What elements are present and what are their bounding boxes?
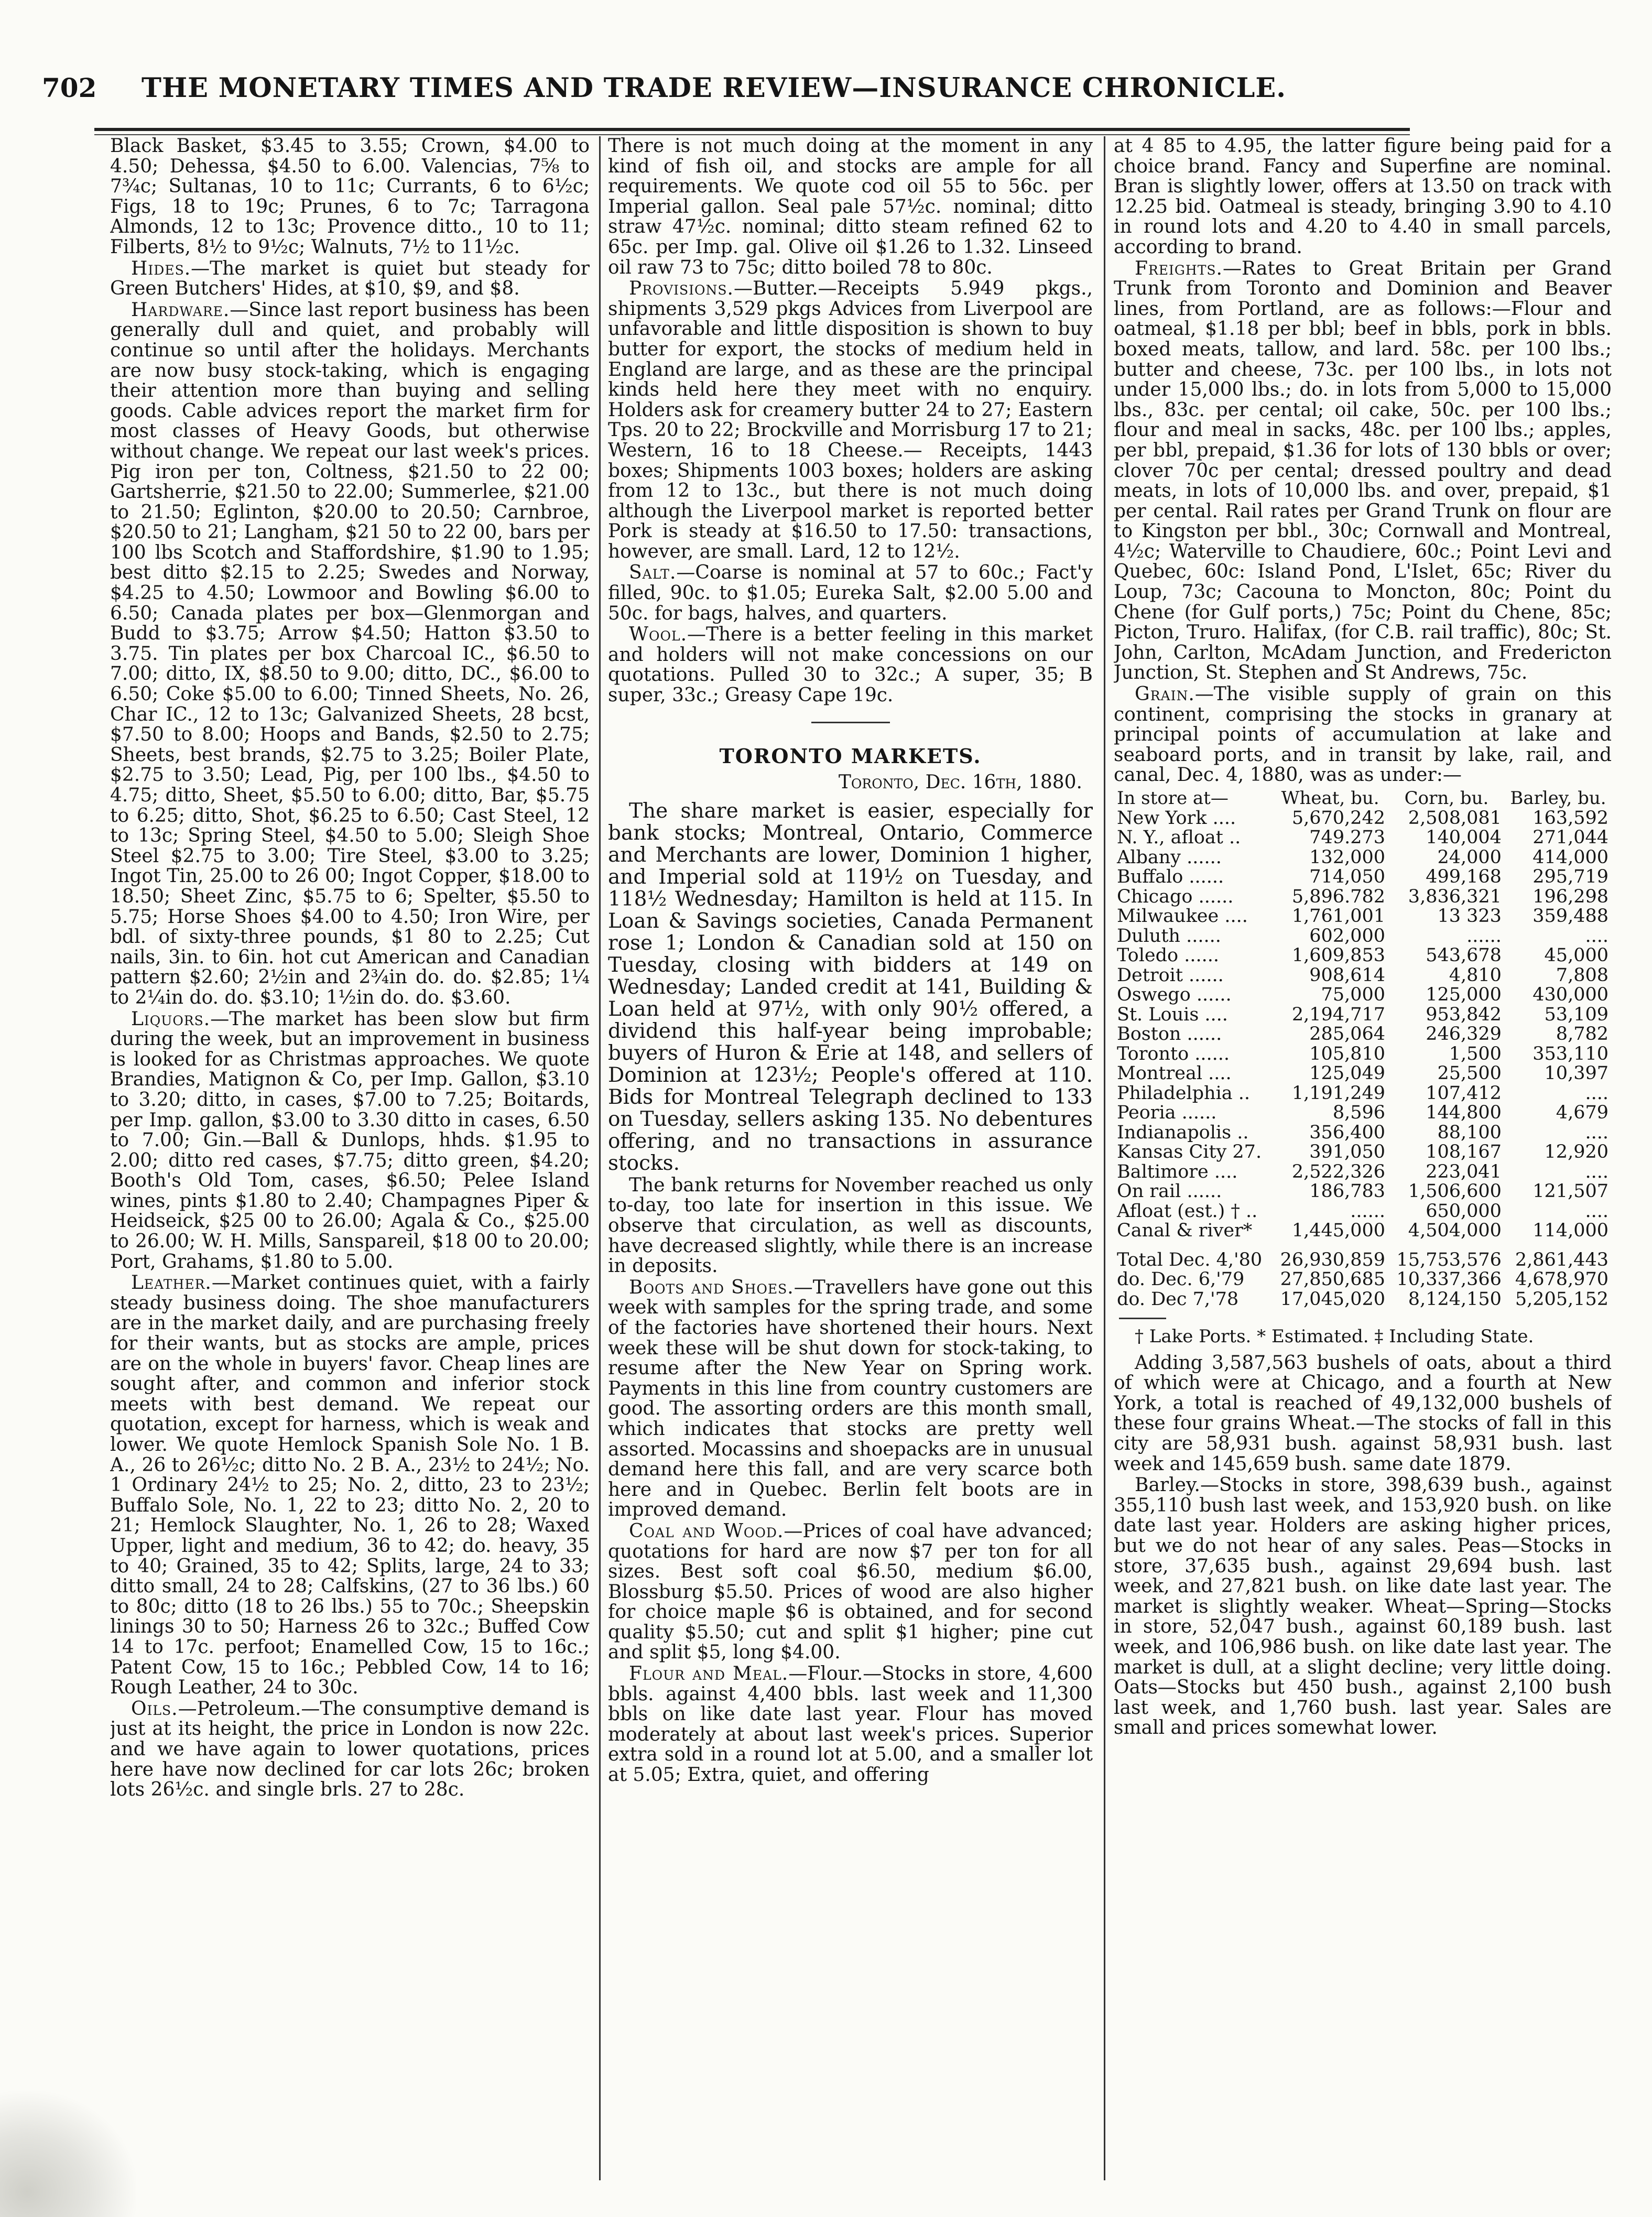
grain-table-row	[1114, 1202, 1612, 1222]
wool-heading: Wool.	[629, 624, 688, 646]
barley-value: 121,507	[1533, 1181, 1608, 1202]
grain-table-row	[1114, 966, 1612, 986]
grain-table-row	[1114, 1064, 1612, 1084]
grain-location: Indianapolis ..	[1117, 1122, 1249, 1143]
barley-value: 4,679	[1556, 1102, 1608, 1123]
grain-total-row	[1114, 1251, 1612, 1270]
grain-location: Boston ......	[1117, 1024, 1222, 1045]
grain-table-row	[1114, 867, 1612, 887]
wheat-value: 26,930,859	[1280, 1249, 1386, 1270]
barley-value: 10,397	[1544, 1063, 1608, 1084]
grain-location: Buffalo ......	[1117, 866, 1224, 887]
wheat-value: 17,045,020	[1280, 1288, 1386, 1310]
footnote: † Lake Ports. * Estimated. ‡ Including State.	[1135, 1326, 1534, 1347]
grain-heading: Grain.	[1135, 683, 1195, 705]
barley-value: 430,000	[1533, 984, 1608, 1005]
fish-oil-paragraph: There is not much doing at the moment in any kind of fish oil, and stocks are ample for all requirements. We quote cod oil 55 to 56c. per Imperial gallon. Seal pale 57½c. nominal; ditto straw 47½c. nominal; ditto steam refined 62 to 65c. per Imp. gal. Olive oil $1.26 to 1.32. Linseed oil raw 73 to 75c; ditto boiled 78 to 80c.	[608, 136, 1093, 278]
hardware-text: —Since last report business has been generally dull and quiet, and probably will continue so until after the holidays. Merchants are now busy stock-taking, which is engaging their attention more than buying and selling goods. Cable advices report the market firm for most classes of Heavy Goods, but otherwise without change. We repeat our last week's prices. Pig iron per ton, Coltness, $21.50 to 22 00; Gartsherrie, $21.50 to 22.00; Summerlee, $21.00 to 21.50; Eglinton, $20.00 to 20.50; Carnbroe, $20.50 to 21; Langham, $21 50 to 22 00, bars per 100 lbs Scotch and Staffordshire, $1.90 to 1.95; best ditto $2.15 to 2.25; Swedes and Norway, $4.25 to 4.50; Lowmoor and Bowling $6.00 to 6.50; Canada plates per box—Glenmorgan and Budd to $3.75; Arrow $4.50; Hatton $3.50 to 3.75. Tin plates per box Charcoal IC., $6.50 to 7.00; ditto, IX, $8.50 to 9.00; ditto, DC., $6.00 to 6.50; Coke $5.00 to 6.00; Tinned Sheets, No. 26, Char IC., 12 to 13c; Galvanized Sheets, 28 bcst, $7.50 to 8.00; Hoops and Bands, $2.50 to 2.75; Sheets, best brands, $2.75 to 3.25; Boiler Plate, $2.75 to 3.50; Lead, Pig, per 100 lbs., $4.50 to 4.75; ditto, Sheet, $5.50 to 6.00; ditto, Bar, $5.75 to 6.25; ditto, Shot, $6.25 to 6.50; Cast Steel, 12 to 13c; Spring Steel, $4.50 to 5.00; Sleigh Shoe Steel $2.75 to 3.00; Tire Steel, $3.00 to 3.25; Ingot Tin, 25.00 to 26 00; Ingot Copper, $18.00 to 18.50; Sheet Zinc, $5.75 to 6; Spelter, $5.50 to 5.75; Horse Shoes $4.00 to 4.50; Iron Wire, per bdl. of sixty-three pounds, $1 80 to 2.25; Cut nails, 3in. to 6in. hot cut American and Canadian pattern $2.60; 2½in and 2¾in do. do. $2.85; 1¼ to 2¼in do. do. $3.10; 1½in do. do. $3.60.	[110, 299, 590, 1008]
corn-value: 1,500	[1449, 1043, 1502, 1064]
grain-location: Albany ......	[1117, 846, 1222, 868]
grain-table-row	[1114, 985, 1612, 1005]
barley-value: ....	[1585, 925, 1608, 947]
barley-value: 359,488	[1533, 906, 1608, 927]
grain-paragraph	[1114, 684, 1612, 786]
corn-value: 15,753,576	[1396, 1249, 1502, 1270]
liquors-paragraph	[110, 1009, 590, 1273]
grain-location: Chicago ......	[1117, 886, 1234, 907]
wheat-value: 714,050	[1309, 866, 1386, 887]
flour-paragraph	[608, 1664, 1093, 1786]
barley-value: 12,920	[1544, 1142, 1608, 1162]
grain-location: Milwaukee ....	[1117, 906, 1248, 927]
freights-paragraph	[1114, 259, 1612, 683]
grain-table-row	[1114, 907, 1612, 927]
corn-value: 543,678	[1426, 945, 1502, 966]
wheat-value: 5,896.782	[1291, 886, 1386, 907]
grain-location: Philadelphia ..	[1117, 1082, 1251, 1104]
corn-value: 88,100	[1437, 1122, 1502, 1143]
grain-table-row	[1114, 828, 1612, 848]
corn-value: 8,124,150	[1408, 1288, 1502, 1310]
wheat-value: 602,000	[1309, 925, 1386, 947]
corn-value: 24,000	[1437, 846, 1502, 868]
hides-text: —The market is quiet but steady for Green Butchers' Hides, at $10, $9, and $8.	[110, 257, 590, 300]
wheat-value: 8,596	[1332, 1102, 1386, 1123]
coal-heading: Coal and Wood.	[629, 1520, 784, 1542]
wheat-value: 5,670,242	[1291, 807, 1386, 829]
corn-value: 4,810	[1449, 964, 1502, 986]
hides-paragraph	[110, 259, 590, 299]
hardware-paragraph	[110, 300, 590, 1008]
grain-location: Toledo ......	[1117, 945, 1219, 966]
grain-location: Oswego ......	[1117, 984, 1232, 1005]
grain-location: Duluth ......	[1117, 925, 1221, 947]
oils-heading: Oils.	[131, 1698, 178, 1720]
barley-paragraph: Barley.—Stocks in store, 398,639 bush., against 355,110 bush last week, and 153,920 bush. on like date last year. Holders are asking higher prices, but we do not hear of any sales. Peas—Stocks in store, 37,635 bush., against 29,694 bush. last week, and 27,821 bush. on like date last year. The market is slightly weaker. Wheat—Spring—Stocks in store, 52,047 bush., against 60,189 bush. last week, and 106,986 bush. on like date last year. The market is dull, at a slight decline; very little doing. Oats—Stocks but 450 bush., against 2,100 bush last week, and 1,760 bush. last year. Sales are small and prices somewhat lower.	[1114, 1474, 1612, 1739]
grain-table-row	[1114, 809, 1612, 829]
wheat-value: 908,614	[1309, 964, 1386, 986]
grain-location: Kansas City 27.	[1117, 1142, 1262, 1162]
corn-value: 108,167	[1426, 1142, 1502, 1162]
grain-location: St. Louis ....	[1117, 1004, 1228, 1025]
section-rule	[811, 722, 890, 723]
grain-table-row	[1114, 946, 1612, 966]
coal-paragraph	[608, 1522, 1093, 1663]
grain-table-row	[1114, 1221, 1612, 1241]
grain-location: Afloat (est.) † ..	[1117, 1200, 1258, 1222]
page-smudge	[0, 2091, 136, 2217]
liquors-heading: Liquors.	[131, 1008, 211, 1030]
wheat-value: 2,522,326	[1291, 1161, 1386, 1182]
barley-value: 5,205,152	[1515, 1288, 1608, 1310]
provisions-heading: Provisions.	[629, 278, 734, 300]
corn-value: 144,800	[1426, 1102, 1502, 1123]
corn-value: 246,329	[1426, 1024, 1502, 1045]
grain-table-row	[1114, 1103, 1612, 1123]
grain-location: Montreal ....	[1117, 1063, 1232, 1084]
grain-table-spacer	[1114, 1241, 1612, 1251]
wheat-value: 2,194,717	[1291, 1004, 1386, 1025]
grain-table-row	[1114, 927, 1612, 947]
wheat-value: 132,000	[1309, 846, 1386, 868]
corn-value: 140,004	[1426, 827, 1502, 848]
salt-heading: Salt.	[629, 562, 677, 584]
barley-value: 295,719	[1533, 866, 1608, 887]
boots-heading: Boots and Shoes.	[629, 1276, 794, 1298]
barley-value: 7,808	[1556, 964, 1608, 986]
barley-value: ....	[1585, 1200, 1608, 1222]
wheat-value: ......	[1350, 1200, 1386, 1222]
grain-table	[1114, 789, 1612, 1309]
grain-table-row	[1114, 1045, 1612, 1064]
corn-value: 223,041	[1426, 1161, 1502, 1182]
page-title: THE MONETARY TIMES AND TRADE REVIEW—INSURANCE CHRONICLE.	[142, 72, 1287, 104]
barley-value: 2,861,443	[1515, 1249, 1608, 1270]
hides-heading: Hides.	[131, 257, 191, 279]
flour-heading: Flour and Meal.	[629, 1663, 789, 1685]
grain-location: On rail ......	[1117, 1181, 1222, 1202]
grain-location: Baltimore ....	[1117, 1161, 1238, 1182]
hardware-heading: Hardware.	[131, 299, 230, 321]
oats-paragraph: Adding 3,587,563 bushels of oats, about a third of which were at Chicago, and a fourth at New York, a total is reached of 49,132,000 bushels of these four grains Wheat.—The stocks of fall in this city are 58,931 bush. against 58,931 bush. last week and 145,659 bush. same date 1879.	[1114, 1352, 1612, 1475]
leather-heading: Leather.	[131, 1272, 212, 1294]
boots-paragraph	[608, 1278, 1093, 1520]
corn-value: 10,337,366	[1396, 1269, 1502, 1290]
grain-table-row	[1114, 1143, 1612, 1162]
wheat-value: 356,400	[1309, 1122, 1386, 1143]
barley-value: 45,000	[1544, 945, 1608, 966]
header-corn: Corn, bu.	[1404, 788, 1489, 809]
header-rule-thin	[94, 134, 1410, 135]
page-header	[42, 63, 1384, 115]
wheat-value: 1,609,853	[1291, 945, 1386, 966]
corn-value: 2,508,081	[1408, 807, 1502, 829]
oils-text: —Petroleum.—The consumptive demand is just at its height, the price in London is now 22c. and we have again to lower quotations, prices here have now declined for car lots 26c; broken lots 26½c. and single brls. 27 to 28c.	[110, 1698, 590, 1801]
corn-value: 125,000	[1426, 984, 1502, 1005]
barley-value: 271,044	[1533, 827, 1608, 848]
footnote-rule	[1119, 1318, 1166, 1319]
dateline: Toronto, Dec. 16th, 1880.	[838, 771, 1082, 794]
freights-heading: Freights.	[1135, 257, 1223, 279]
column-divider	[1104, 136, 1105, 2180]
column-divider	[599, 136, 601, 2180]
grain-text: —The visible supply of grain on this continent, comprising the stocks in granary at principal points of accumulation at lake and seaboard ports, and in transit by lake, rail, and canal, Dec. 4, 1880, was as under:—	[1114, 683, 1612, 786]
coal-text: —Prices of coal have advanced; quotations for hard are now $7 per ton for all sizes. Best soft coal $6.50, medium $6.00, Blossburg $5.50. Prices of wood are also higher for choice maple $6 is obtained, and for second quality $5.50; cut and split $1 higher; pine cut and split $5, long $4.00.	[608, 1520, 1093, 1664]
corn-value: 650,000	[1426, 1200, 1502, 1222]
leather-paragraph	[110, 1273, 590, 1698]
header-rule	[94, 128, 1410, 131]
barley-value: ....	[1585, 1122, 1608, 1143]
boots-text: —Travellers have gone out this week with samples for the spring trade, and some of the factories have shortened their hours. Next week these will be shut down for stock-taking, to resume after the New Year on Spring work. Payments in this line from country customers are good. The assorting orders are this month small, which indicates that stocks are pretty well assorted. Mocassins and shoepacks are in unusual demand here this fall, and are very scarce both here and in Quebec. Berlin felt boots are in improved demand.	[608, 1276, 1093, 1521]
grain-location: New York ....	[1117, 807, 1236, 829]
column-2	[608, 136, 1093, 2191]
column-3	[1114, 136, 1612, 2191]
corn-value: 107,412	[1426, 1082, 1502, 1104]
corn-value: 1,506,600	[1408, 1181, 1502, 1202]
bank-returns-paragraph: The bank returns for November reached us only to-day, too late for insertion in this issue. We observe that circulation, as well as discounts, have decreased slightly, while there is an increase in deposits.	[608, 1174, 1093, 1277]
wool-text: —There is a better feeling in this market and holders will not make concessions on our quotations. Pulled 30 to 32c.; A super, 35; B super, 33c.; Greasy Cape 19c.	[608, 624, 1093, 707]
grain-location: Toronto ......	[1117, 1043, 1230, 1064]
grain-table-row	[1114, 1084, 1612, 1104]
wheat-value: 1,445,000	[1291, 1220, 1386, 1241]
corn-value: 499,168	[1426, 866, 1502, 887]
wheat-value: 749.273	[1309, 827, 1386, 848]
fruit-paragraph: Black Basket, $3.45 to 3.55; Crown, $4.00 to 4.50; Dehessa, $4.50 to 6.00. Valencias, 7⅝ to 7¾c; Sultanas, 10 to 11c; Currants, 6 to 6½c; Figs, 18 to 19c; Prunes, 6 to 7c; Tarragona Almonds, 12 to 13c; Provence ditto., 10 to 11; Filberts, 8½ to 9½c; Walnuts, 7½ to 11½c.	[110, 136, 590, 258]
wheat-value: 75,000	[1321, 984, 1386, 1005]
grain-table-row	[1114, 1182, 1612, 1202]
header-barley: Barley, bu.	[1510, 788, 1606, 809]
grain-total-row	[1114, 1270, 1612, 1290]
leather-text: —Market continues quiet, with a fairly steady business doing. The shoe manufacturers are in the market daily, and are purchasing freely for their wants, but as stocks are ample, prices are on the whole in buyers' favor. Cheap lines are sought after, and common and inferior stock meets with best demand. We repeat our quotation, except for harness, which is weak and lower. We quote Hemlock Spanish Sole No. 1 B. A., 26 to 26½c; ditto No. 2 B. A., 23½ to 24½; No. 1 Ordinary 24½ to 25; No. 2, ditto, 23 to 23½; Buffalo Sole, No. 1, 22 to 23; ditto No. 2, 20 to 21; Hemlock Slaughter, No. 1, 26 to 28; Waxed Upper, light and medium, 36 to 42; do. heavy, 35 to 40; Grained, 35 to 42; Splits, large, 24 to 33; ditto small, 24 to 28; Calfskins, (27 to 36 lbs.) 60 to 80c; ditto (18 to 26 lbs.) 55 to 70c.; Sheepskin linings 30 to 50; Harness 26 to 32c.; Buffed Cow 14 to 17c. perfoot; Enamelled Cow, 15 to 16c.; Patent Cow, 15 to 16c.; Pebbled Cow, 14 to 16; Rough Leather, 24 to 30c.	[110, 1272, 590, 1699]
grain-table-row	[1114, 1123, 1612, 1143]
grain-location: Canal & river*	[1117, 1220, 1253, 1241]
corn-value: 13 323	[1437, 906, 1502, 927]
flour-continued-paragraph: at 4 85 to 4.95, the latter figure being paid for a choice brand. Fancy and Superfine are nominal. Bran is slightly lower, offers at 13.50 on track with 12.25 bid. Oatmeal is steady, bringing 3.90 to 4.10 in round lots and 4.20 to 4.40 in small parcels, according to brand.	[1114, 136, 1612, 258]
wheat-value: 125,049	[1309, 1063, 1386, 1084]
provisions-text: —Butter.—Receipts 5.949 pkgs., shipments 3,529 pkgs Advices from Liverpool are unfavorable and little disposition is shown to buy butter for export, the stocks of medium held in England are large, and as these are the principal kinds held here they meet with no enquiry. Holders ask for creamery butter 24 to 27; Eastern Tps. 20 to 22; Brockville and Morrisburg 17 to 21; Western, 16 to 18 Cheese.— Receipts, 1443 boxes; Shipments 1003 boxes; holders are asking from 12 to 13c., but there is not much doing although the Liverpool market is reported better Pork is steady at $16.50 to 17.50: transactions, however, are small. Lard, 12 to 12½.	[608, 278, 1093, 562]
barley-value: 4,678,970	[1515, 1269, 1608, 1290]
grain-table-header	[1114, 789, 1612, 809]
grain-table-row	[1114, 887, 1612, 907]
barley-value: 196,298	[1533, 886, 1608, 907]
grain-location: Total Dec. 4,'80	[1117, 1249, 1263, 1270]
header-location: In store at—	[1117, 788, 1229, 809]
barley-value: ....	[1585, 1161, 1608, 1182]
corn-value: 4,504,000	[1408, 1220, 1502, 1241]
grain-total-row	[1114, 1290, 1612, 1310]
wheat-value: 285,064	[1309, 1024, 1386, 1045]
wheat-value: 391,050	[1309, 1142, 1386, 1162]
share-market-paragraph: The share market is easier, especially for bank stocks; Montreal, Ontario, Commerce and Merchants are lower, Dominion 1 higher, and Imperial sold at 119½ on Tuesday, and 118½ Wednesday; Hamilton is held at 115. In Loan & Savings societies, Canada Permanent rose 1; London & Canadian sold at 150 on Tuesday, closing with bidders at 149 on Wednesday; Landed credit at 141, Building & Loan held at 97½, with only 90½ offered, a dividend this half-year being improbable; buyers of Huron & Erie at 148, and sellers of Dominion at 123½; People's offered at 110. Bids for Montreal Telegraph declined to 133 on Tuesday, sellers asking 135. No debentures offering, and no transactions in assurance stocks.	[608, 799, 1093, 1175]
wheat-value: 1,191,249	[1291, 1082, 1386, 1104]
barley-value: 114,000	[1533, 1220, 1608, 1241]
section-title: TORONTO MARKETS.	[719, 744, 982, 768]
corn-value: 3,836,321	[1408, 886, 1502, 907]
grain-table-row	[1114, 848, 1612, 868]
wheat-value: 186,783	[1309, 1181, 1386, 1202]
provisions-paragraph	[608, 279, 1093, 562]
barley-value: 414,000	[1533, 846, 1608, 868]
grain-location: do. Dec. 6,'79	[1117, 1269, 1245, 1290]
wool-paragraph	[608, 625, 1093, 705]
grain-table-row	[1114, 1025, 1612, 1045]
liquors-text: —The market has been slow but firm during the week, but an improvement in business is looked for as Christmas approaches. We quote Brandies, Matignon & Co, per Imp. Gallon, $3.10 to 3.20; ditto, in cases, $7.00 to 7.25; Boitards, per Imp. gallon, $3.00 to 3.30 ditto in cases, 6.50 to 7.00; Gin.—Ball & Dunlops, hhds. $1.95 to 2.00; ditto red cases, $7.75; ditto green, $4.20; Booth's Old Tom, cases, $6.50; Pelee Island wines, pints $1.80 to 2.40; Champagnes Piper & Heidseick, $25 00 to 26.00; Agala & Co., $25.00 to 26.00; W. H. Mills, Sanspareil, $18 00 to 20.00; Port, Grahams, $1.80 to 5.00.	[110, 1008, 590, 1273]
header-wheat: Wheat, bu.	[1281, 788, 1379, 809]
wheat-value: 27,850,685	[1280, 1269, 1386, 1290]
barley-value: 8,782	[1556, 1024, 1608, 1045]
freights-text: —Rates to Great Britain per Grand Trunk from Toronto and Dominion and Beaver lines, from Portland, are as follows:—Flour and oatmeal, $1.18 per bbl; beef in bbls, pork in bbls. boxed meats, tallow, and lard. 58c. per 100 lbs.; butter and cheese, 73c. per 100 lbs., in lots not under 15,000 lbs.; do. in lots from 5,000 to 15,000 lbs., 83c. per cental; oil cake, 50c. per 100 lbs.; flour and meal in sacks, 48c. per 100 lbs.; apples, per bbl, prepaid, $1.36 for lots of 130 bbls or over; clover 70c per cental; dressed poultry and dead meats, in lots of 10,000 lbs. and over, prepaid, $1 per cental. Rail rates per Grand Trunk on flour are to Kingston per bbl., 30c; Cornwall and Montreal, 4½c; Waterville to Chaudiere, 60c.; Point Levi and Quebec, 60c: Island Pond, L'Islet, 65c; River du Loup, 73c; Cacouna to Moncton, 80c; Point du Chene (for Gulf ports,) 75c; Point du Chene, 85c; Picton, Truro. Halifax, (for C.B. rail traffic), 80c; St. John, Carlton, McAdam Junction, and Fredericton Junction, St. Stephen and St Andrews, 75c.	[1114, 257, 1612, 684]
oils-paragraph	[110, 1699, 590, 1800]
corn-value: 25,500	[1437, 1063, 1502, 1084]
grain-location: Peoria ......	[1117, 1102, 1217, 1123]
salt-paragraph	[608, 563, 1093, 624]
grain-location: do. Dec 7,'78	[1117, 1288, 1239, 1310]
grain-table-row	[1114, 1162, 1612, 1182]
wheat-value: 1,761,001	[1291, 906, 1386, 927]
barley-value: 53,109	[1544, 1004, 1608, 1025]
barley-value: 163,592	[1533, 807, 1608, 829]
flour-text: —Flour.—Stocks in store, 4,600 bbls. against 4,400 bbls. last week and 11,300 bbls on like date last year. Flour has moved moderately at about last week's prices. Superior extra sold in a round lot at 5.00, and a smaller lot at 5.05; Extra, quiet, and offering	[608, 1663, 1093, 1786]
grain-location: N. Y., afloat ..	[1117, 827, 1241, 848]
barley-value: 353,110	[1533, 1043, 1608, 1064]
barley-value: ....	[1585, 1082, 1608, 1104]
wheat-value: 105,810	[1309, 1043, 1386, 1064]
page-number: 702	[42, 72, 97, 103]
corn-value: ......	[1466, 925, 1502, 947]
column-1	[110, 136, 590, 2191]
corn-value: 953,842	[1426, 1004, 1502, 1025]
grain-location: Detroit ......	[1117, 964, 1224, 986]
grain-table-row	[1114, 1005, 1612, 1025]
salt-text: —Coarse is nominal at 57 to 60c.; Fact'y filled, 90c. to $1.05; Eureka Salt, $2.00 5.00 and 50c. for bags, halves, and quarters.	[608, 562, 1093, 624]
